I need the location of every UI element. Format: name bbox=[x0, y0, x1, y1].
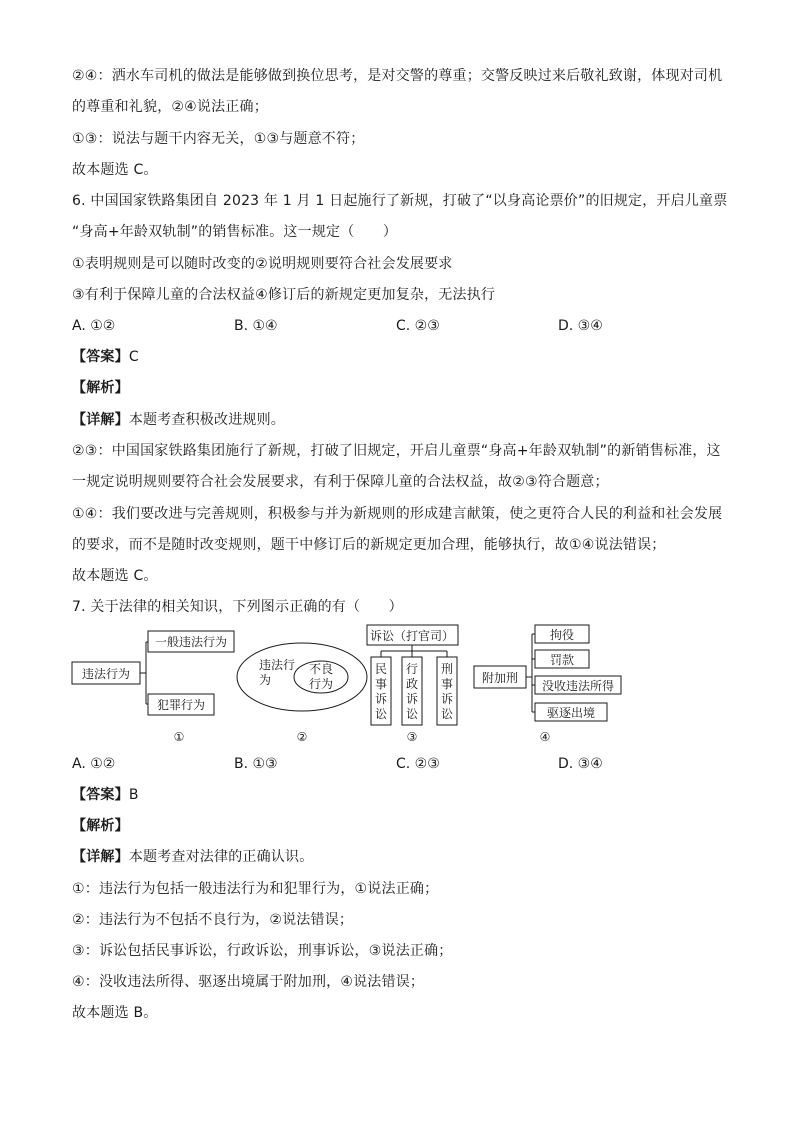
d4-number: ④ bbox=[539, 730, 551, 744]
d3-char: 事 bbox=[440, 677, 454, 691]
q6-explanation-line: 一规定说明规则要符合社会发展要求，有利于保障儿童的合法权益，故②③符合题意； bbox=[72, 474, 609, 490]
d1-top-label: 一般违法行为 bbox=[154, 635, 228, 649]
q5-explanation-line: ①③：说法与题干内容无关，①③与题意不符； bbox=[72, 131, 365, 147]
d4-root-label: 附加刑 bbox=[481, 671, 519, 685]
d4-item-label: 没收违法所得 bbox=[541, 679, 615, 693]
answer-tag: 【答案】 bbox=[72, 349, 129, 365]
q5-conclusion: 故本题选 C。 bbox=[72, 162, 158, 178]
d2-outer-label: 为 bbox=[259, 673, 272, 687]
d3-char: 讼 bbox=[405, 707, 419, 721]
d4-item-label: 驱逐出境 bbox=[546, 706, 596, 720]
answer-value: B bbox=[128, 787, 139, 803]
d3-char: 政 bbox=[405, 677, 419, 691]
q7-answer bbox=[72, 785, 139, 805]
d1-bottom-label: 犯罪行为 bbox=[156, 698, 206, 712]
q7-explanation-line: ②：违法行为不包括不良行为，②说法错误； bbox=[72, 912, 354, 928]
q6-explanation-line: 的要求，而不是随时改变规则，题干中修订后的新规定更加合理，能够执行，故①④说法错误； bbox=[72, 537, 666, 553]
d3-char: 行 bbox=[405, 662, 419, 676]
q7-option-a: A. ①② bbox=[72, 756, 116, 772]
q6-answer bbox=[72, 347, 139, 367]
q7-detail bbox=[72, 847, 313, 867]
detail-tag: 【详解】 bbox=[72, 849, 129, 865]
q6-stem: 6. 中国国家铁路集团自 2023 年 1 月 1 日起施行了新规，打破了“以身高论票价”的旧规定，开启儿童票 bbox=[72, 193, 728, 209]
answer-value: C bbox=[128, 349, 139, 365]
q6-option-a: A. ①② bbox=[72, 318, 116, 334]
q6-analysis-tag: 【解析】 bbox=[72, 380, 129, 396]
q6-option-d: D. ③④ bbox=[558, 318, 603, 334]
q6-explanation-line: ②③：中国国家铁路集团施行了新规，打破了旧规定，开启儿童票“身高+年龄双轨制”的新销售标准，这 bbox=[72, 443, 721, 459]
d4-item-label: 罚款 bbox=[549, 653, 575, 667]
q7-option-d: D. ③④ bbox=[558, 756, 603, 772]
q6-explanation-line: ①④：我们要改进与完善规则，积极参与并为新规则的形成建言献策，使之更符合人民的利益和社会发展 bbox=[72, 506, 723, 522]
detail-tag: 【详解】 bbox=[72, 412, 129, 428]
q6-option-c: C. ②③ bbox=[396, 318, 440, 334]
d3-char: 民 bbox=[374, 662, 388, 676]
d2-number: ② bbox=[296, 730, 308, 744]
q7-explanation-line: ①：违法行为包括一般违法行为和犯罪行为，①说法正确； bbox=[72, 881, 439, 897]
d3-top-label: 诉讼（打官司） bbox=[369, 629, 455, 643]
d3-char: 诉 bbox=[374, 692, 388, 706]
d1-number: ① bbox=[173, 730, 185, 744]
d2-inner-label: 不良 bbox=[308, 662, 334, 676]
d4-item-label: 拘役 bbox=[549, 628, 575, 642]
q7-diagrams bbox=[0, 622, 794, 752]
d3-number: ③ bbox=[406, 730, 418, 744]
d1-root-label: 违法行为 bbox=[81, 667, 131, 681]
answer-tag: 【答案】 bbox=[72, 787, 129, 803]
q6-conclusion: 故本题选 C。 bbox=[72, 568, 158, 584]
q5-explanation-line: ②④：洒水车司机的做法是能够做到换位思考，是对交警的尊重；交警反映过来后敬礼致谢，体现对司机 bbox=[72, 68, 723, 84]
d3-char: 诉 bbox=[405, 692, 419, 706]
d2-inner-label: 行为 bbox=[308, 677, 334, 691]
q7-explanation-line: ④：没收违法所得、驱逐出境属于附加刑，④说法错误； bbox=[72, 974, 425, 990]
q7-analysis-tag: 【解析】 bbox=[72, 818, 129, 834]
d3-char: 讼 bbox=[440, 707, 454, 721]
q6-statement: ①表明规则是可以随时改变的②说明规则要符合社会发展要求 bbox=[72, 256, 453, 272]
detail-text: 本题考查积极改进规则。 bbox=[128, 412, 286, 428]
d3-char: 讼 bbox=[374, 707, 388, 721]
q7-conclusion: 故本题选 B。 bbox=[72, 1005, 158, 1021]
d3-char: 事 bbox=[374, 677, 388, 691]
d3-char: 刑 bbox=[440, 662, 454, 676]
q5-explanation-line: 的尊重和礼貌，②④说法正确； bbox=[72, 99, 268, 115]
q7-stem: 7. 关于法律的相关知识，下列图示正确的有（ ） bbox=[72, 599, 403, 615]
d3-char: 诉 bbox=[440, 692, 454, 706]
q6-stem: “身高+年龄双轨制”的销售标准。这一规定（ ） bbox=[72, 224, 398, 240]
detail-text: 本题考查对法律的正确认识。 bbox=[128, 849, 314, 865]
q6-option-b: B. ①④ bbox=[234, 318, 278, 334]
q7-explanation-line: ③：诉讼包括民事诉讼，行政诉讼，刑事诉讼，③说法正确； bbox=[72, 943, 453, 959]
q6-statement: ③有利于保障儿童的合法权益④修订后的新规定更加复杂，无法执行 bbox=[72, 287, 496, 303]
q7-option-b: B. ①③ bbox=[234, 756, 278, 772]
q6-detail bbox=[72, 410, 285, 430]
d2-outer-label: 违法行 bbox=[259, 658, 296, 672]
q7-option-c: C. ②③ bbox=[396, 756, 440, 772]
